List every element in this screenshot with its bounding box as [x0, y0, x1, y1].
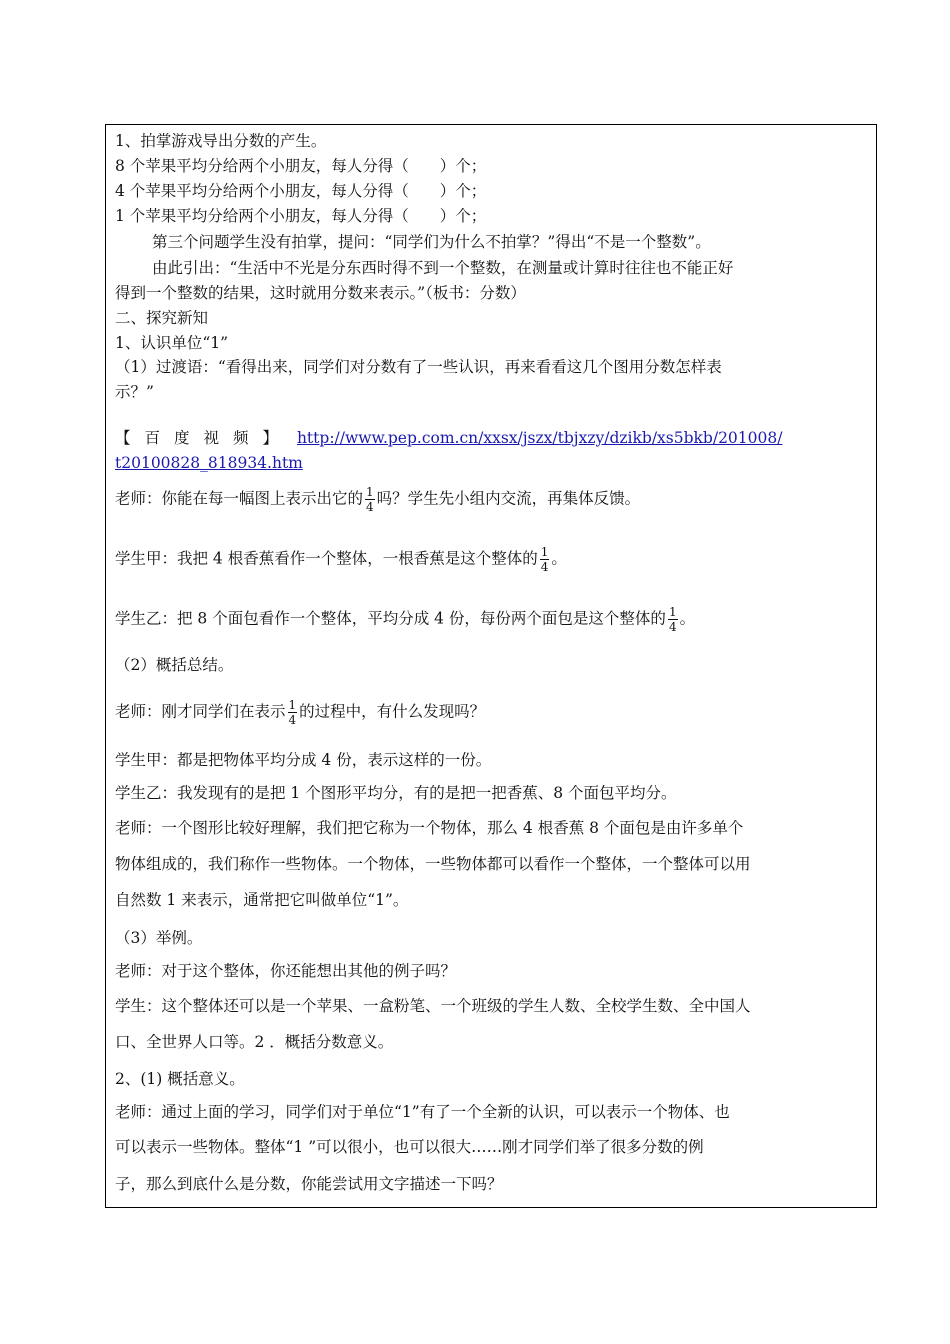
text-line: 口、全世界人口等。2 ．概括分数意义。 [115, 1033, 394, 1051]
text-line: 示？” [115, 383, 154, 401]
text-line: 学生甲：我把 4 根香蕉看作一个整体，一根香蕉是这个整体的 $\frac{1}{4}$ 。 [115, 545, 567, 574]
text-line: （1）过渡语：“看得出来，同学们对分数有了一些认识，再来看看这几个图用分数怎样表 [115, 358, 722, 376]
text-line: 物体组成的，我们称作一些物体。一个物体，一些物体都可以看作一个整体，一个整体可以用 [115, 855, 751, 873]
text-line: 学生乙：我发现有的是把 1 个图形平均分，有的是把一把香蕉、8 个面包平均分。 [115, 784, 677, 802]
text-line: （3）举例。 [115, 929, 203, 947]
text-line: 得到一个整数的结果，这时就用分数来表示。”（板书：分数） [115, 284, 526, 302]
fraction-one-quarter: $\frac{1}{4}$ [366, 485, 374, 514]
lesson-content-box [105, 124, 877, 1208]
text-line: 2、(1) 概括意义。 [115, 1070, 245, 1088]
fraction-one-quarter: $\frac{1}{4}$ [668, 605, 677, 634]
text-line: 1、拍掌游戏导出分数的产生。 [115, 132, 327, 150]
text-line: 老师：一个图形比较好理解，我们把它称为一个物体，那么 4 根香蕉 8 个面包是由许多单个 [115, 819, 744, 837]
fraction-one-quarter: $\frac{1}{4}$ [288, 698, 297, 727]
text-line: 第三个问题学生没有拍掌，提问：“同学们为什么不拍掌？”得出“不是一个整数”。 [152, 233, 711, 251]
video-link[interactable]: http://www.pep.com.cn/xxsx/jszx/tbjxzy/dzikb/xs5bkb/201008/ [296, 429, 783, 447]
text-line: 1 个苹果平均分给两个小朋友，每人分得（ ）个； [115, 207, 487, 225]
text-line: 由此引出：“生活中不光是分东西时得不到一个整数，在测量或计算时往往也不能正好 [152, 259, 734, 277]
text-line: 老师：对于这个整体，你还能想出其他的例子吗？ [115, 962, 457, 980]
text-line: 学生甲：都是把物体平均分成 4 份，表示这样的一份。 [115, 751, 492, 769]
text-line: 老师：刚才同学们在表示 $\frac{1}{4}$ 的过程中，有什么发现吗？ [115, 698, 486, 727]
text-line: 子，那么到底什么是分数，你能尝试用文字描述一下吗？ [115, 1175, 503, 1193]
video-link[interactable]: t20100828_818934.htm [115, 454, 303, 472]
text-line: 老师：你能在每一幅图上表示出它的 $\frac{1}{4}$ 吗？学生先小组内交流，再集体反馈。 [115, 485, 641, 514]
subsection-heading: 1、认识单位“1” [115, 334, 229, 352]
text-line: 可以表示一些物体。整体“1 ”可以很小，也可以很大……刚才同学们举了很多分数的例 [115, 1138, 704, 1156]
section-heading: 二、探究新知 [115, 309, 209, 327]
text-line: 4 个苹果平均分给两个小朋友，每人分得（ ）个； [115, 182, 487, 200]
video-reference-line [115, 428, 782, 448]
video-label: 【百度视频】 [115, 429, 293, 447]
text-line: 学生乙：把 8 个面包看作一个整体，平均分成 4 份，每份两个面包是这个整体的 $\frac{1}{4}$ 。 [115, 605, 696, 634]
text-line: 8 个苹果平均分给两个小朋友，每人分得（ ）个； [115, 157, 487, 175]
fraction-one-quarter: $\frac{1}{4}$ [540, 545, 549, 574]
video-link-continued [115, 453, 303, 473]
text-line: 学生：这个整体还可以是一个苹果、一盒粉笔、一个班级的学生人数、全校学生数、全中国人 [115, 997, 751, 1015]
text-line: （2）概括总结。 [115, 656, 234, 674]
text-line: 老师：通过上面的学习，同学们对于单位“1”有了一个全新的认识，可以表示一个物体、也 [115, 1103, 730, 1121]
text-line: 自然数 1 来表示，通常把它叫做单位“1”。 [115, 891, 409, 909]
